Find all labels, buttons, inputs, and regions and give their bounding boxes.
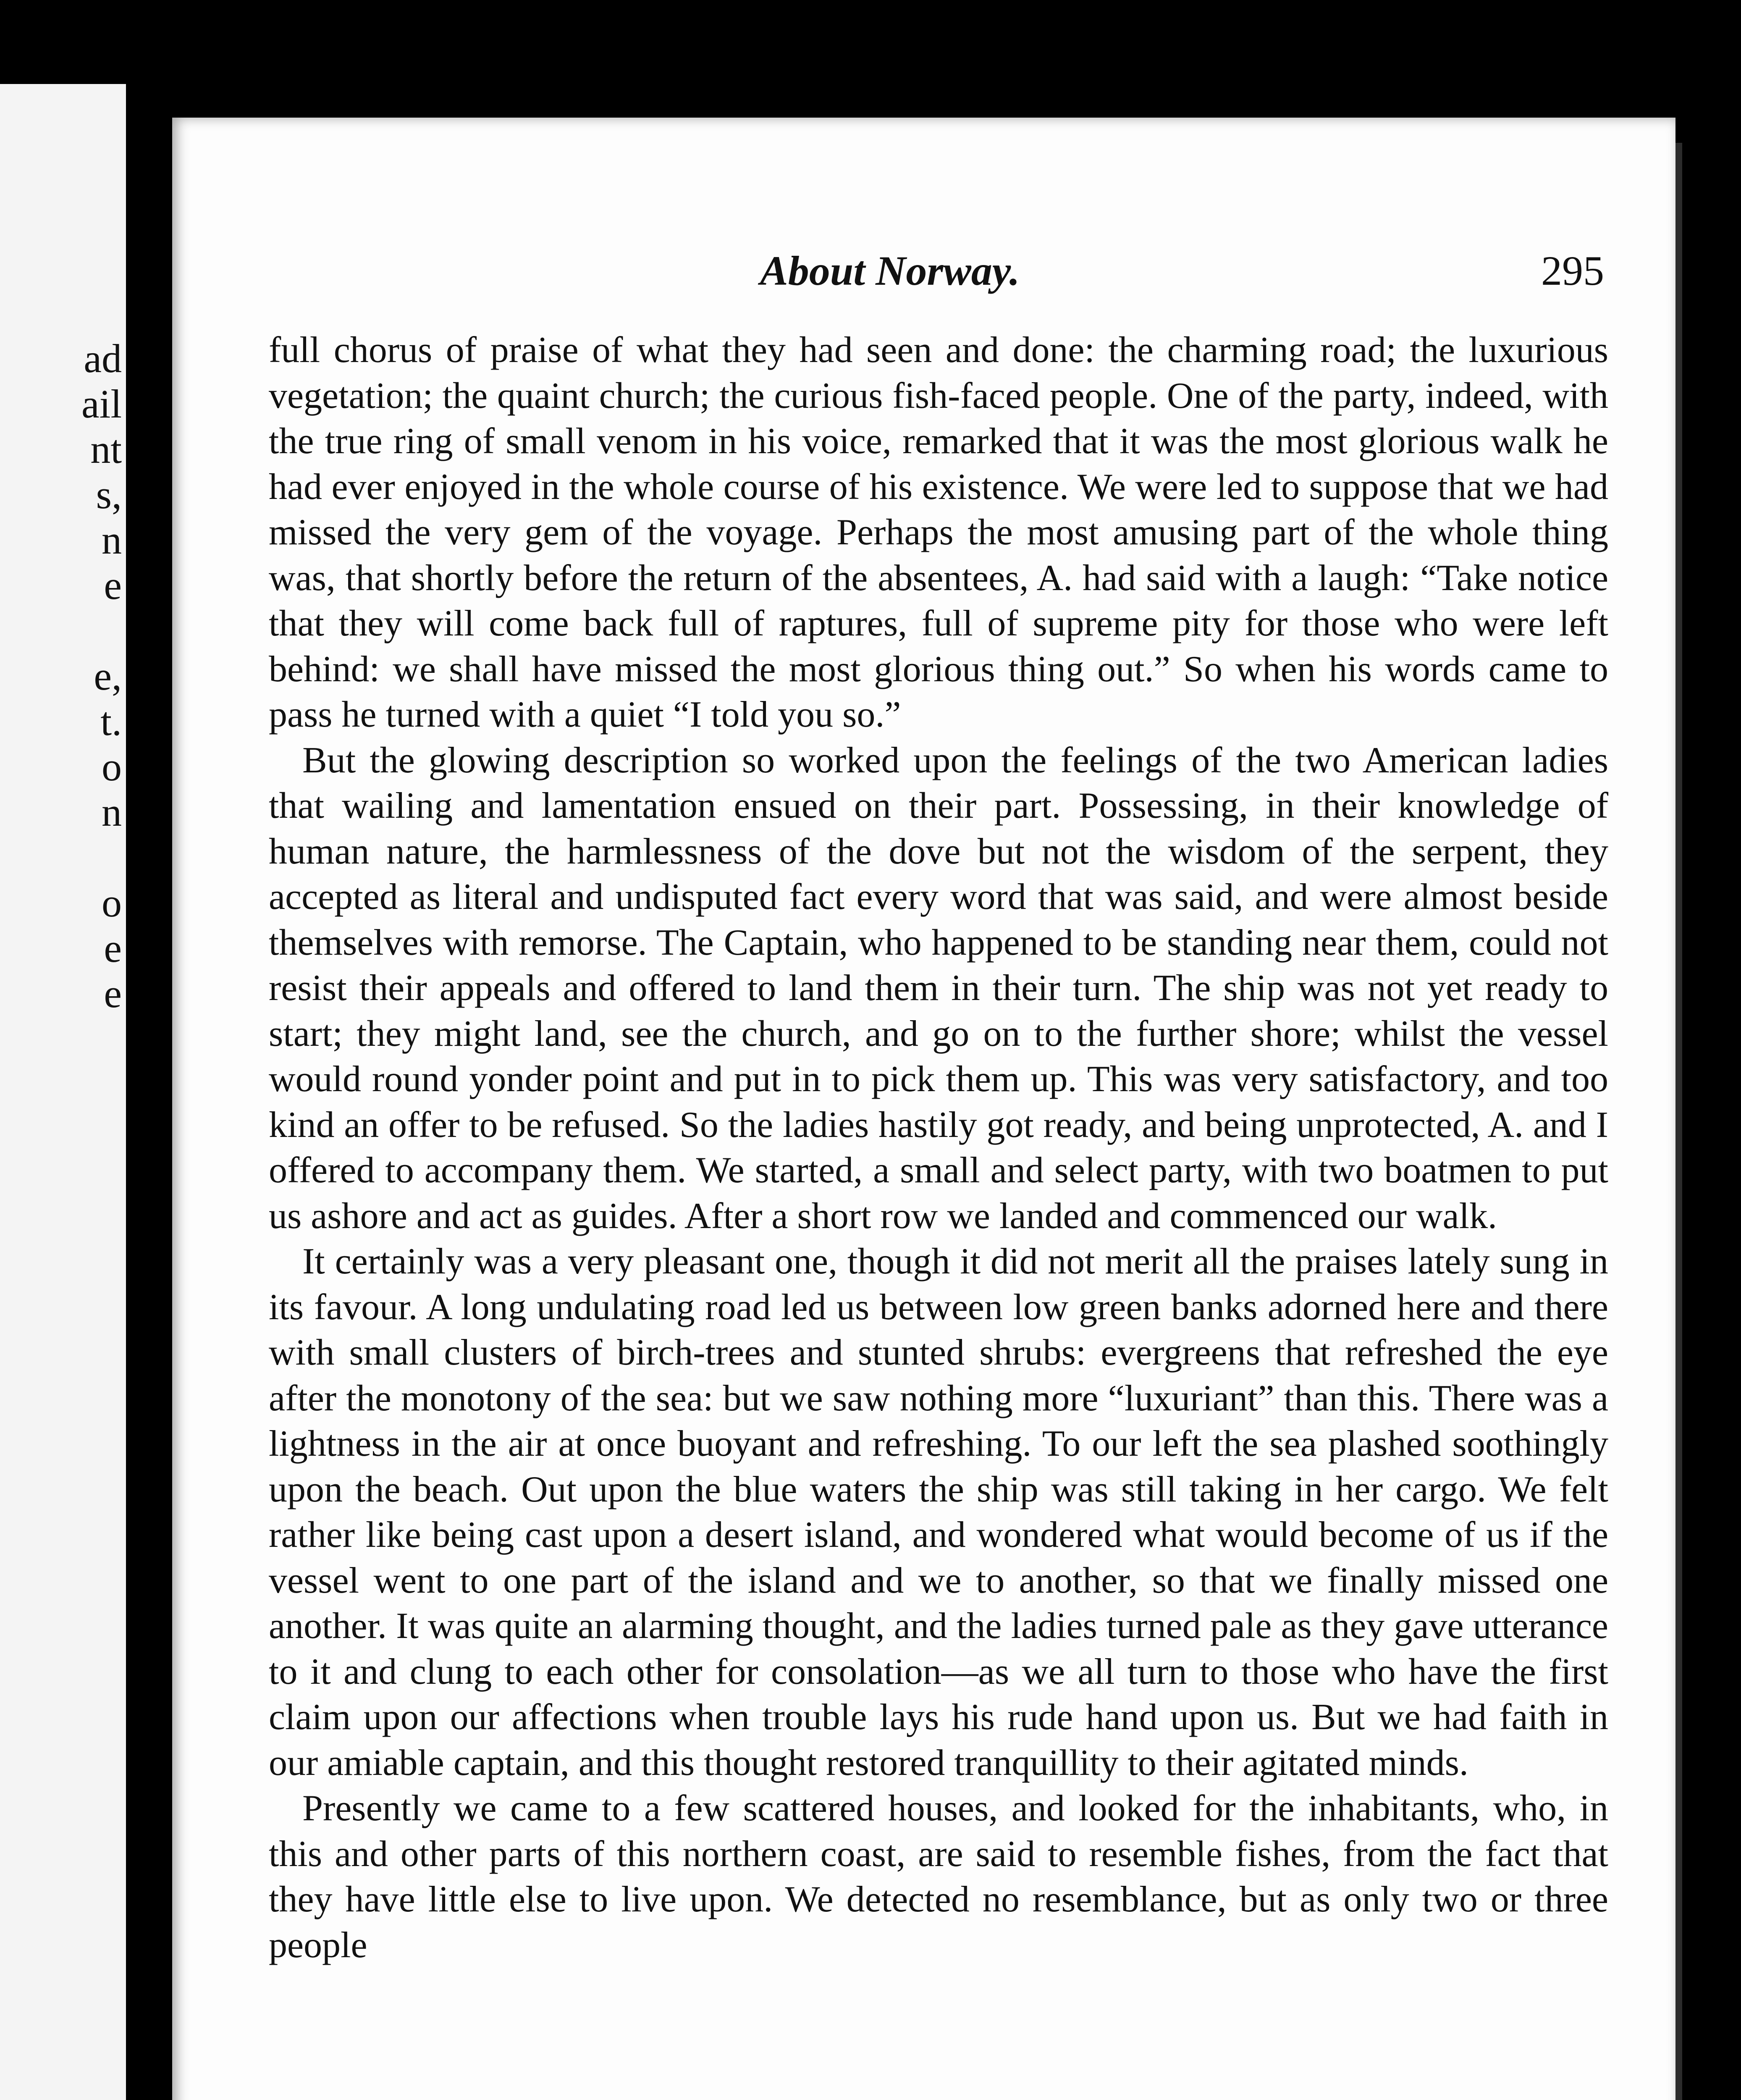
paragraph: It certainly was a very pleasant one, though it did not merit all the praises lately sung in its favour. A long undulating road led us between low green banks adorned here and there with small clusters of birch-trees and stunted shrubs: evergreens that refreshed the eye after the monotony of the sea: but we saw nothing more “luxuriant” than this. There was a lightness in the air at once buoyant and refreshing. To our left the sea plashed soothingly upon the beach. Out upon the blue waters the ship was still taking in her cargo. We felt rather like being cast upon a desert island, and wondered what would become of us if the vessel went to one part of the island and we to another, so that we finally missed one another. It was quite an alarming thought, and the ladies turned pale as they gave utterance to it and clung to each other for consolation—as we all turn to those who have the first claim upon our affections when trouble lays his rude hand upon us. But we had faith in our amiable captain, and this thought restored tranquillity to their agitated minds. (269, 1241, 1608, 1783)
facing-page-fragment: nt (90, 427, 122, 472)
page-edge (1675, 143, 1682, 2100)
facing-page-fragment: e (104, 563, 122, 608)
facing-page-fragment: e (104, 971, 122, 1016)
facing-page-fragment (0, 608, 126, 654)
page-number: 295 (1541, 247, 1604, 294)
facing-page (0, 84, 126, 2100)
body-text (269, 328, 1608, 1968)
page-header (172, 244, 1675, 302)
facing-page-fragment: o (102, 880, 122, 925)
facing-page-fragment: e, (94, 654, 122, 698)
book-page (172, 118, 1675, 2100)
facing-page-fragment: e (104, 926, 122, 971)
paragraph: Presently we came to a few scattered houses, and looked for the inhabitants, who, in this and other parts of this northern coast, are said to resemble fishes, from the fact that they have little else to live upon. We detected no resemblance, but as only two or three people (269, 1788, 1608, 1966)
facing-page-fragment: ad (84, 336, 122, 381)
facing-page-fragment (0, 835, 126, 880)
facing-page-fragment: o (102, 744, 122, 789)
running-title: About Norway. (760, 247, 1020, 294)
facing-page-fragment: s, (96, 472, 122, 517)
book-gutter (126, 0, 172, 2100)
facing-page-fragment: t. (100, 699, 122, 744)
facing-page-fragment: n (102, 517, 122, 562)
facing-page-fragment: n (102, 790, 122, 835)
paragraph: But the glowing description so worked upon the feelings of the two American ladies that wailing and lamentation ensued on their part. Possessing, in their knowledge of human nature, the harmlessness of the dove but not the wisdom of the serpent, they accepted as literal and undisputed fact every word that was said, and were almost beside themselves with remorse. The Captain, who happened to be standing near them, could not resist their appeals and offered to land them in their turn. The ship was not yet ready to start; they might land, see the church, and go on to the further shore; whilst the vessel would round yonder point and put in to pick them up. This was very satisfactory, and too kind an offer to be refused. So the ladies hastily got ready, and being unprotected, A. and I offered to accompany them. We started, a small and select party, with two boatmen to put us ashore and act as guides. After a short row we landed and commenced our walk. (269, 740, 1608, 1236)
facing-page-text (0, 336, 126, 1016)
paragraph: full chorus of praise of what they had seen and done: the charming road; the luxurious vegetation; the quaint church; the curious fish-faced people. One of the party, indeed, with the true ring of small venom in his voice, remarked that it was the most glorious walk he had ever enjoyed in the whole course of his existence. We were led to suppose that we had missed the very gem of the voyage. Perhaps the most amusing part of the whole thing was, that shortly before the return of the absentees, A. had said with a laugh: “Take notice that they will come back full of raptures, full of supreme pity for those who were left behind: we shall have missed the most glorious thing out.” So when his words came to pass he turned with a quiet “I told you so.” (269, 330, 1608, 735)
facing-page-fragment: ail (81, 381, 122, 426)
